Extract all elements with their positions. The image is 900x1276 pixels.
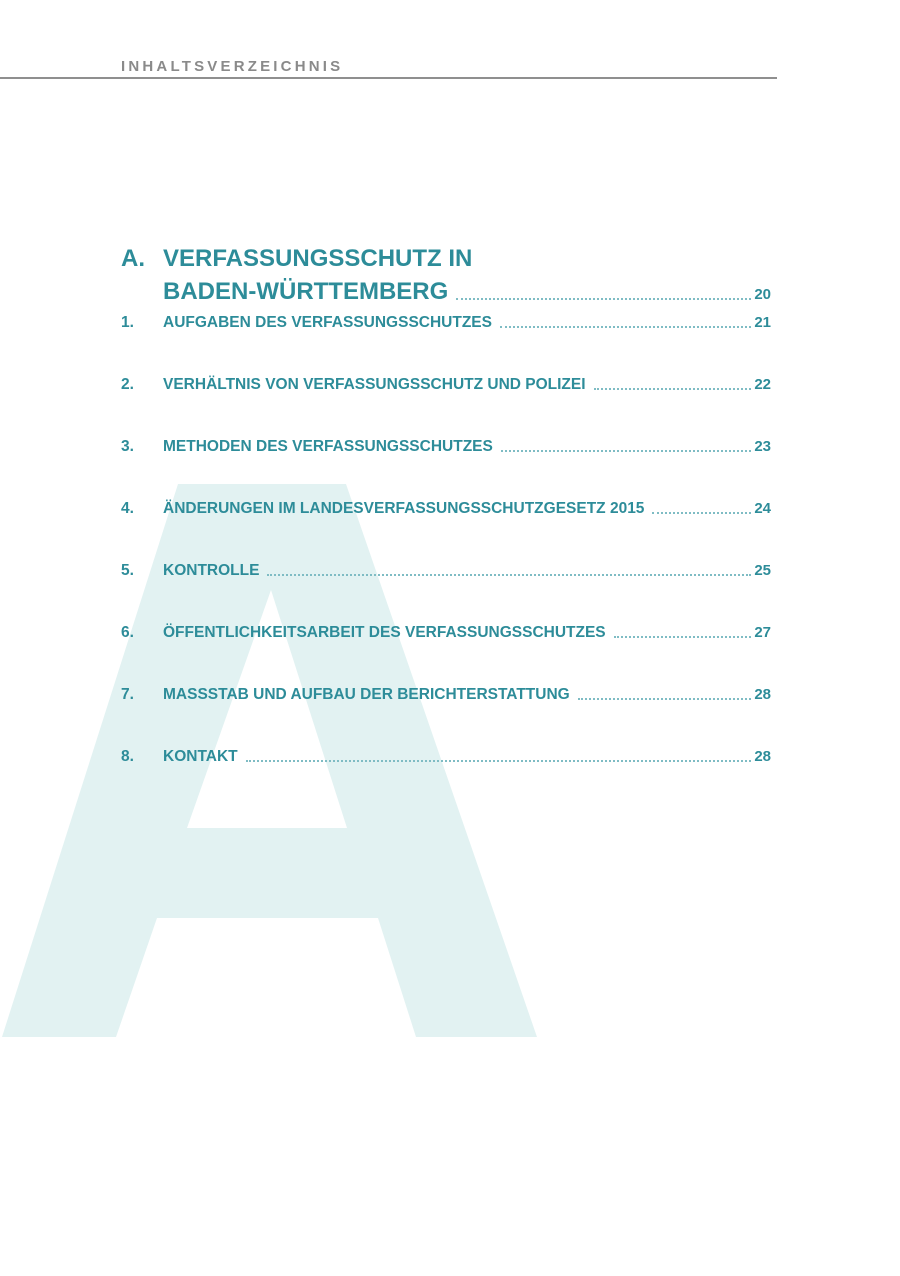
entry-title: ÖFFENTLICHKEITSARBEIT DES VERFASSUNGSSCHUTZES — [163, 624, 606, 641]
dot-leader — [594, 388, 752, 390]
dot-leader — [267, 574, 751, 576]
section-page-number: 20 — [754, 286, 771, 303]
entry-page-number: 22 — [754, 376, 771, 393]
toc-entry[interactable] — [121, 438, 771, 460]
entry-number: 2. — [121, 376, 134, 393]
entry-page-number: 23 — [754, 438, 771, 455]
entry-page-number: 27 — [754, 624, 771, 641]
header-label: INHALTSVERZEICHNIS — [121, 58, 344, 75]
dot-leader — [578, 698, 752, 700]
toc-entry[interactable] — [121, 686, 771, 708]
entry-number: 6. — [121, 624, 134, 641]
section-title-line1: VERFASSUNGSSCHUTZ IN — [163, 245, 473, 272]
entry-page-number: 28 — [754, 748, 771, 765]
entry-title: AUFGABEN DES VERFASSUNGSSCHUTZES — [163, 314, 492, 331]
section-title-line2: BADEN-WÜRTTEMBERG — [163, 278, 449, 305]
entry-number: 1. — [121, 314, 134, 331]
entry-page-number: 21 — [754, 314, 771, 331]
toc-entry[interactable] — [121, 500, 771, 522]
dot-leader — [652, 512, 751, 514]
entry-number: 3. — [121, 438, 134, 455]
entry-number: 4. — [121, 500, 134, 517]
dot-leader — [501, 450, 751, 452]
section-number: A. — [121, 245, 145, 272]
dot-leader — [614, 636, 752, 638]
entry-page-number: 25 — [754, 562, 771, 579]
entry-title: ÄNDERUNGEN IM LANDESVERFASSUNGSSCHUTZGESETZ 2015 — [163, 500, 645, 517]
entry-page-number: 24 — [754, 500, 771, 517]
entry-page-number: 28 — [754, 686, 771, 703]
toc-entry[interactable] — [121, 748, 771, 770]
dot-leader — [500, 326, 751, 328]
entry-title: KONTROLLE — [163, 562, 260, 579]
entry-title: KONTAKT — [163, 748, 238, 765]
entry-title: VERHÄLTNIS VON VERFASSUNGSSCHUTZ UND POLIZEI — [163, 376, 586, 393]
entry-number: 7. — [121, 686, 134, 703]
entry-title: METHODEN DES VERFASSUNGSSCHUTZES — [163, 438, 493, 455]
entry-title: MASSSTAB UND AUFBAU DER BERICHTERSTATTUNG — [163, 686, 570, 703]
dot-leader — [246, 760, 752, 762]
toc-entry[interactable] — [121, 376, 771, 398]
dot-leader — [456, 298, 751, 300]
entry-number: 5. — [121, 562, 134, 579]
toc-entry[interactable] — [121, 562, 771, 584]
toc-entry[interactable] — [121, 624, 771, 646]
entry-number: 8. — [121, 748, 134, 765]
toc-entry[interactable] — [121, 314, 771, 336]
